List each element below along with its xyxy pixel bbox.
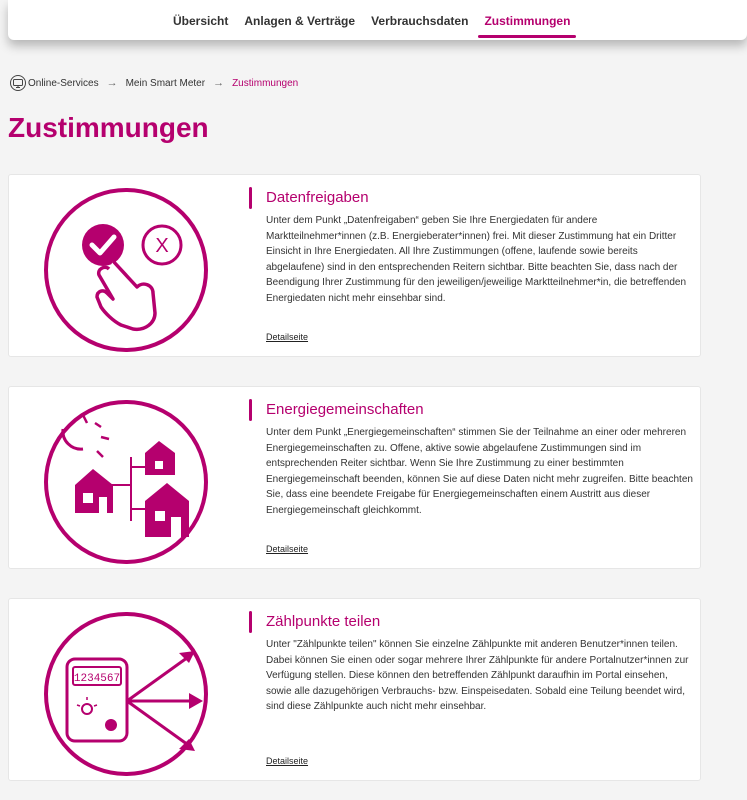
consent-hand-illustration-icon (41, 185, 211, 355)
card-accent-bar (249, 399, 252, 421)
card-title: Energiegemeinschaften (266, 401, 424, 418)
card-zaehlpunkte-teilen (8, 598, 701, 781)
nav-tabs (173, 14, 586, 36)
detailseite-link[interactable]: Detailseite (266, 756, 309, 766)
card-description: Unter "Zählpunkte teilen" können Sie einzelne Zählpunkte mit anderen Benutzer*innen teilen. Dabei können Sie einen oder sogar mehrere Ihrer Zählpunkte für andere Portalnutzer*innen zur Verfügung stellen. Diese können den betreffenden Zählpunkt daraufhin im Portal einsehen, sowie alle dazugehörigen Verbrauchs- bzw. Einspeisedaten. Sobald eine Teilung beendet wird, sind diese Zählpunkte auch nicht mehr einsehbar. (266, 639, 689, 712)
arrow-right-icon: → (213, 77, 225, 89)
card-description: Unter dem Punkt „Energiegemeinschaften“ stimmen Sie der Teilnahme an einer oder mehreren Energiegemeinschaften zu. Offene, aktive sowie abgelaufene Zustimmungen sind im entsprechenden Reiter sichtbar. Wenn Sie Ihre Zustimmung zu einer bestimmten Energiegemeinschaft beenden, können Sie auf diese Daten nicht mehr zugreifen. Bitte beachten Sie, dass eine beendete Freigabe für Energiegemeinschaften einem Austritt aus dieser Energiegemeinschaft gleichkommt. (266, 427, 693, 516)
breadcrumb-online-services[interactable]: Online-Services (28, 77, 99, 89)
tab-verbrauchsdaten[interactable]: Verbrauchsdaten (371, 14, 469, 28)
top-navigation-bar (8, 0, 747, 40)
energy-community-houses-icon (41, 397, 211, 567)
card-energiegemeinschaften (8, 386, 701, 569)
page-title: Zustimmungen (8, 112, 209, 143)
tab-zustimmungen[interactable]: Zustimmungen (484, 14, 570, 36)
meter-reading: 1234567 (73, 673, 121, 685)
detailseite-link[interactable]: Detailseite (266, 332, 309, 342)
card-title: Zählpunkte teilen (266, 613, 381, 630)
meter-sharing-arrows-icon (41, 609, 211, 779)
tab-anlagen-vertraege[interactable]: Anlagen & Verträge (244, 14, 356, 28)
breadcrumb-mein-smart-meter[interactable]: Mein Smart Meter (125, 77, 206, 89)
card-accent-bar (249, 611, 252, 633)
card-datenfreigaben (8, 174, 701, 357)
monitor-icon[interactable] (10, 75, 26, 91)
tab-uebersicht[interactable]: Übersicht (173, 14, 229, 28)
card-description: Unter dem Punkt „Datenfreigaben“ geben Sie Ihre Energiedaten für andere Marktteilnehmer*innen (z.B. Energieberater*innen) frei. Mit dieser Zustimmung hat ein Dritter Einsicht in Ihre Energiedaten. All Ihre Zustimmungen (offene, laufende sowie bereits abgelaufene) sind in den entsprechenden Reitern sichtbar. Bitte beachten Sie, dass nach der Beendigung Ihrer Zustimmung für den jeweiligen/jeweilige Marktteilnehmer*in, die betreffenden Energiedaten nicht mehr einsehbar sind. (266, 215, 687, 304)
breadcrumb (10, 75, 298, 91)
card-title: Datenfreigaben (266, 189, 369, 206)
breadcrumb-current: Zustimmungen (232, 77, 299, 89)
card-accent-bar (249, 187, 252, 209)
arrow-right-icon: → (106, 77, 118, 89)
svg-text:X: X (155, 235, 169, 257)
detailseite-link[interactable]: Detailseite (266, 544, 309, 554)
